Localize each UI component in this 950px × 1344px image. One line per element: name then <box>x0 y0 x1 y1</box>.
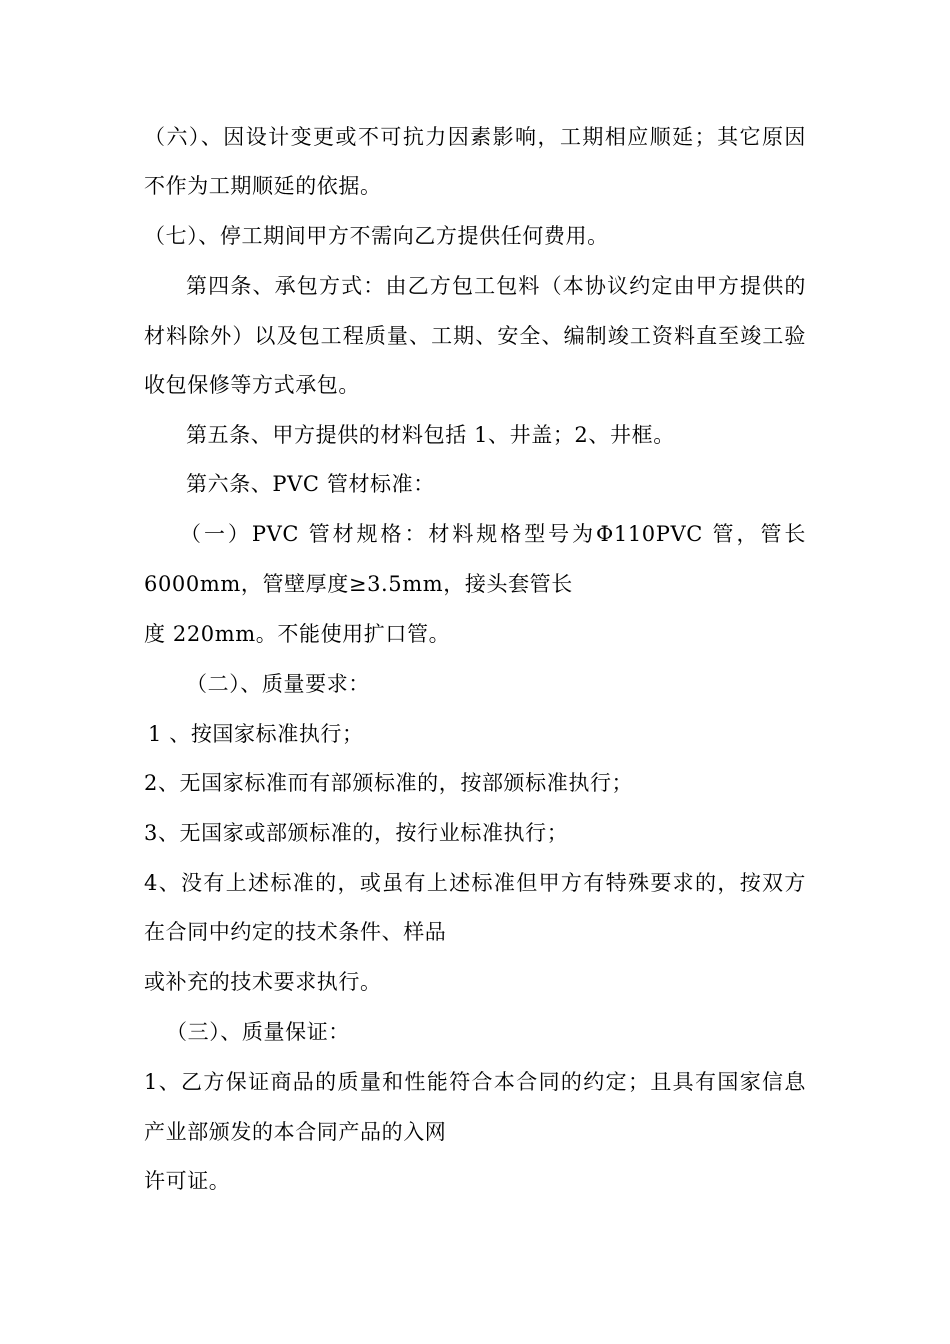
quality-item-4-line-1: 4、没有上述标准的，或虽有上述标准但甲方有特殊要求的，按双方 <box>144 871 806 895</box>
quality-item-3: 3、无国家或部颁标准的，按行业标准执行； <box>144 821 569 845</box>
pvc-spec-line-1: （一）PVC 管材规格：材料规格型号为Φ110PVC 管，管长 <box>180 522 806 546</box>
article-4-line-1: 第四条、承包方式：由乙方包工包料（本协议约定由甲方提供的 <box>186 274 806 298</box>
guarantee-item-1-line-3: 许可证。 <box>144 1169 231 1193</box>
article-5-line: 第五条、甲方提供的材料包括 1、井盖；2、井框。 <box>186 423 675 447</box>
quality-item-4-line-2: 在合同中约定的技术条件、样品 <box>144 920 447 944</box>
clause-6-line-1: （六）、因设计变更或不可抗力因素影响，工期相应顺延；其它原因 <box>144 125 806 149</box>
pvc-spec-line-3: 度 220mm。不能使用扩口管。 <box>144 622 451 646</box>
article-6-heading: 第六条、PVC 管材标准： <box>186 472 435 496</box>
pvc-spec-line-2: 6000mm，管壁厚度≥3.5mm，接头套管长 <box>144 572 573 596</box>
quality-item-2: 2、无国家标准而有部颁标准的，按部颁标准执行； <box>144 771 634 795</box>
guarantee-item-1-line-1: 1、乙方保证商品的质量和性能符合本合同的约定；且具有国家信息 <box>144 1070 806 1094</box>
quality-requirements-heading: （二）、质量要求： <box>186 672 370 696</box>
guarantee-item-1-line-2: 产业部颁发的本合同产品的入网 <box>144 1120 447 1144</box>
quality-item-4-line-3: 或补充的技术要求执行。 <box>144 970 382 994</box>
article-4-line-2: 材料除外）以及包工程质量、工期、安全、编制竣工资料直至竣工验 <box>144 324 806 348</box>
quality-guarantee-heading: （三）、质量保证： <box>166 1020 350 1044</box>
clause-6-line-2: 不作为工期顺延的依据。 <box>144 174 382 198</box>
quality-item-1: 1 、按国家标准执行； <box>148 722 364 746</box>
article-4-line-3: 收包保修等方式承包。 <box>144 373 360 397</box>
clause-7-line: （七）、停工期间甲方不需向乙方提供任何费用。 <box>144 224 609 248</box>
